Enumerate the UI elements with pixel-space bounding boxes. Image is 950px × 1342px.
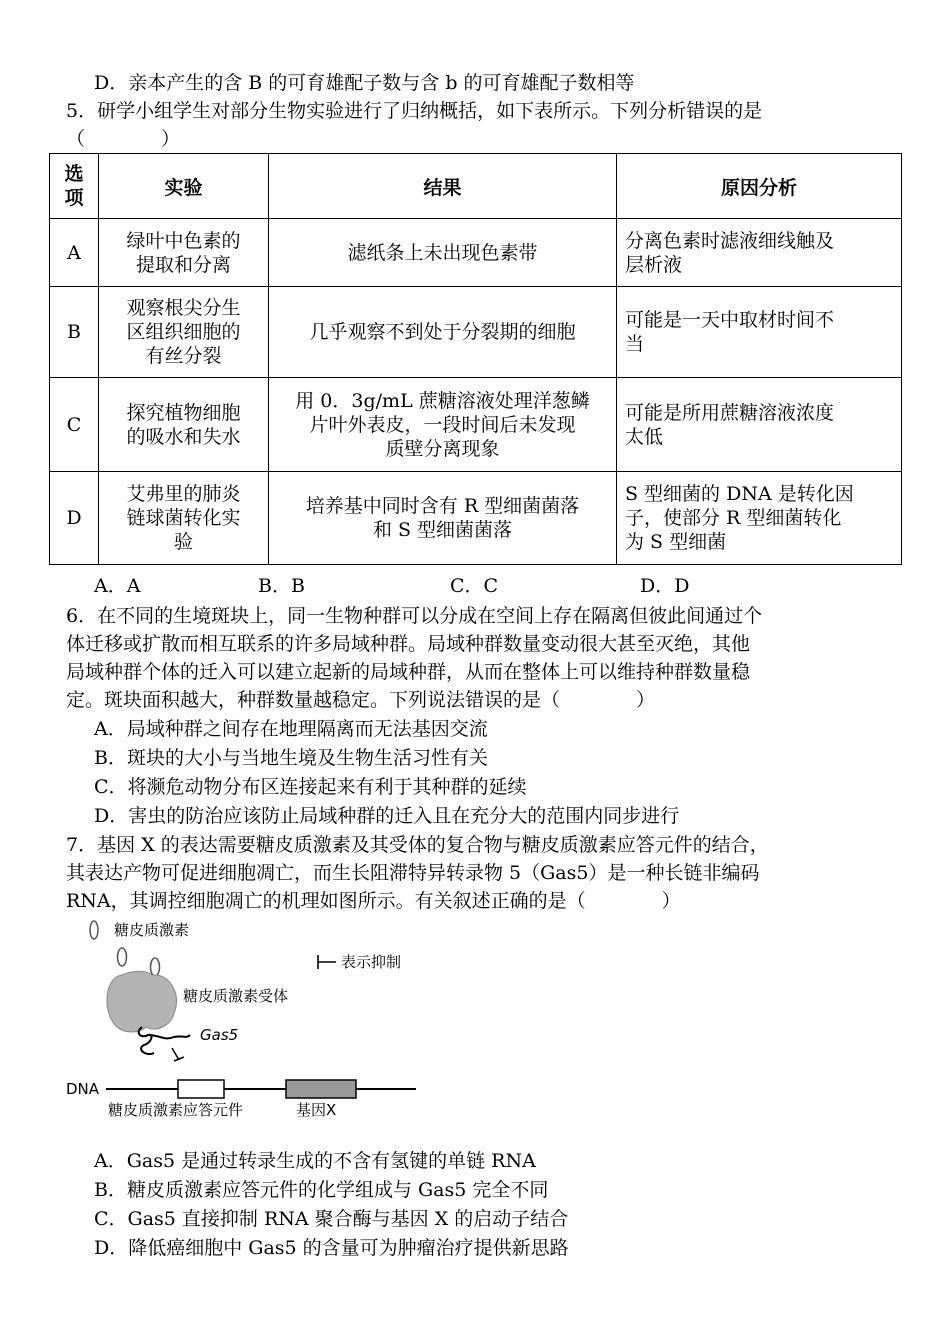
q5-choice-a: A．A: [94, 575, 141, 597]
q6-stem-line: 6．在不同的生境斑块上，同一生物种群可以分成在空间上存在隔离但彼此间通过个: [66, 605, 763, 627]
header-reason: 原因分析: [617, 154, 902, 219]
q5-answer-paren: （ ）: [66, 128, 181, 150]
gene-x-label: 基因X: [296, 1101, 337, 1119]
gas5-mechanism-diagram: [60, 915, 440, 1135]
gene-x-box: [286, 1080, 356, 1098]
q4-option-d: D．亲本产生的含 B 的可育雄配子数与含 b 的可育雄配子数相等: [94, 72, 635, 94]
receptor-shape: [107, 971, 177, 1032]
row-reason: S 型细菌的 DNA 是转化因 子，使部分 R 型细菌转化 为 S 型细菌: [617, 472, 902, 565]
row-option: D: [50, 472, 99, 565]
gas5-strand: [139, 1027, 190, 1054]
q6-option-d: D．害虫的防治应该防止局域种群的迁入且在充分大的范围内同步进行: [94, 805, 680, 827]
q7-stem-line: 其表达产物可促进细胞凋亡，而生长阻滞特异转录物 5（Gas5）是一种长链非编码: [66, 862, 760, 884]
hormone-label: 糖皮质激素: [114, 921, 190, 939]
row-reason: 可能是一天中取材时间不 当: [617, 287, 902, 378]
q5-choice-b: B．B: [258, 575, 305, 597]
table-row: [50, 378, 902, 472]
header-result: 结果: [269, 154, 617, 219]
row-option: A: [50, 219, 99, 287]
q5-choice-c: C．C: [450, 575, 499, 597]
dna-label: DNA: [66, 1080, 100, 1098]
q6-option-c: C．将濒危动物分布区连接起来有利于其种群的延续: [94, 776, 527, 798]
row-experiment: 观察根尖分生 区组织细胞的 有丝分裂: [99, 287, 269, 378]
table-header-row: [50, 154, 902, 219]
q6-stem-line: 定。斑块面积越大，种群数量越稳定。下列说法错误的是（ ）: [66, 689, 656, 711]
q6-option-b: B．斑块的大小与当地生境及生物生活习性有关: [94, 747, 488, 769]
q7-stem-line: 7．基因 X 的表达需要糖皮质激素及其受体的复合物与糖皮质激素应答元件的结合，: [66, 834, 769, 856]
row-result: 几乎观察不到处于分裂期的细胞: [269, 287, 617, 378]
header-option: 选 项: [50, 154, 99, 219]
table-row: [50, 472, 902, 565]
q7-option-b: B．糖皮质激素应答元件的化学组成与 Gas5 完全不同: [94, 1179, 549, 1201]
table-row: [50, 287, 902, 378]
q7-stem-line: RNA，其调控细胞凋亡的机理如图所示。有关叙述正确的是（ ）: [66, 890, 681, 912]
hormone-icon: [90, 921, 98, 939]
q6-stem-line: 局域种群个体的迁入可以建立起新的局域种群，从而在整体上可以维持种群数量稳: [66, 661, 751, 683]
q7-option-a: A．Gas5 是通过转录生成的不含有氢键的单链 RNA: [94, 1150, 536, 1172]
row-experiment: 绿叶中色素的 提取和分离: [99, 219, 269, 287]
inhibit-legend-label: 表示抑制: [341, 953, 402, 971]
q6-stem-line: 体迁移或扩散而相互联系的许多局域种群。局域种群数量变动很大甚至灭绝，其他: [66, 633, 751, 655]
q7-option-d: D．降低癌细胞中 Gas5 的含量可为肿瘤治疗提供新思路: [94, 1237, 569, 1259]
response-element-box: [178, 1080, 224, 1098]
row-reason: 可能是所用蔗糖溶液浓度 太低: [617, 378, 902, 472]
q5-choice-d: D．D: [640, 575, 690, 597]
row-experiment: 探究植物细胞 的吸水和失水: [99, 378, 269, 472]
row-result: 用 0．3g/mL 蔗糖溶液处理洋葱鳞 片叶外表皮，一段时间后未发现 质壁分离现象: [269, 378, 617, 472]
row-option: B: [50, 287, 99, 378]
response-element-label: 糖皮质激素应答元件: [108, 1101, 244, 1119]
row-result: 培养基中同时含有 R 型细菌菌落 和 S 型细菌菌落: [269, 472, 617, 565]
q7-option-c: C．Gas5 直接抑制 RNA 聚合酶与基因 X 的启动子结合: [94, 1208, 569, 1230]
q6-option-a: A．局域种群之间存在地理隔离而无法基因交流: [94, 718, 488, 740]
table-row: [50, 219, 902, 287]
row-reason: 分离色素时滤液细线触及 层析液: [617, 219, 902, 287]
row-experiment: 艾弗里的肺炎 链球菌转化实 验: [99, 472, 269, 565]
header-experiment: 实验: [99, 154, 269, 219]
hormone-molecule: [151, 958, 160, 976]
row-result: 滤纸条上未出现色素带: [269, 219, 617, 287]
row-option: C: [50, 378, 99, 472]
q5-stem: 5．研学小组学生对部分生物实验进行了归纳概括，如下表所示。下列分析错误的是: [66, 100, 763, 122]
inhibit-arrow: [172, 1048, 179, 1060]
receptor-label: 糖皮质激素受体: [183, 987, 289, 1005]
hormone-molecule: [118, 948, 127, 966]
gas5-label: Gas5: [200, 1026, 239, 1044]
q5-table: [49, 153, 902, 565]
